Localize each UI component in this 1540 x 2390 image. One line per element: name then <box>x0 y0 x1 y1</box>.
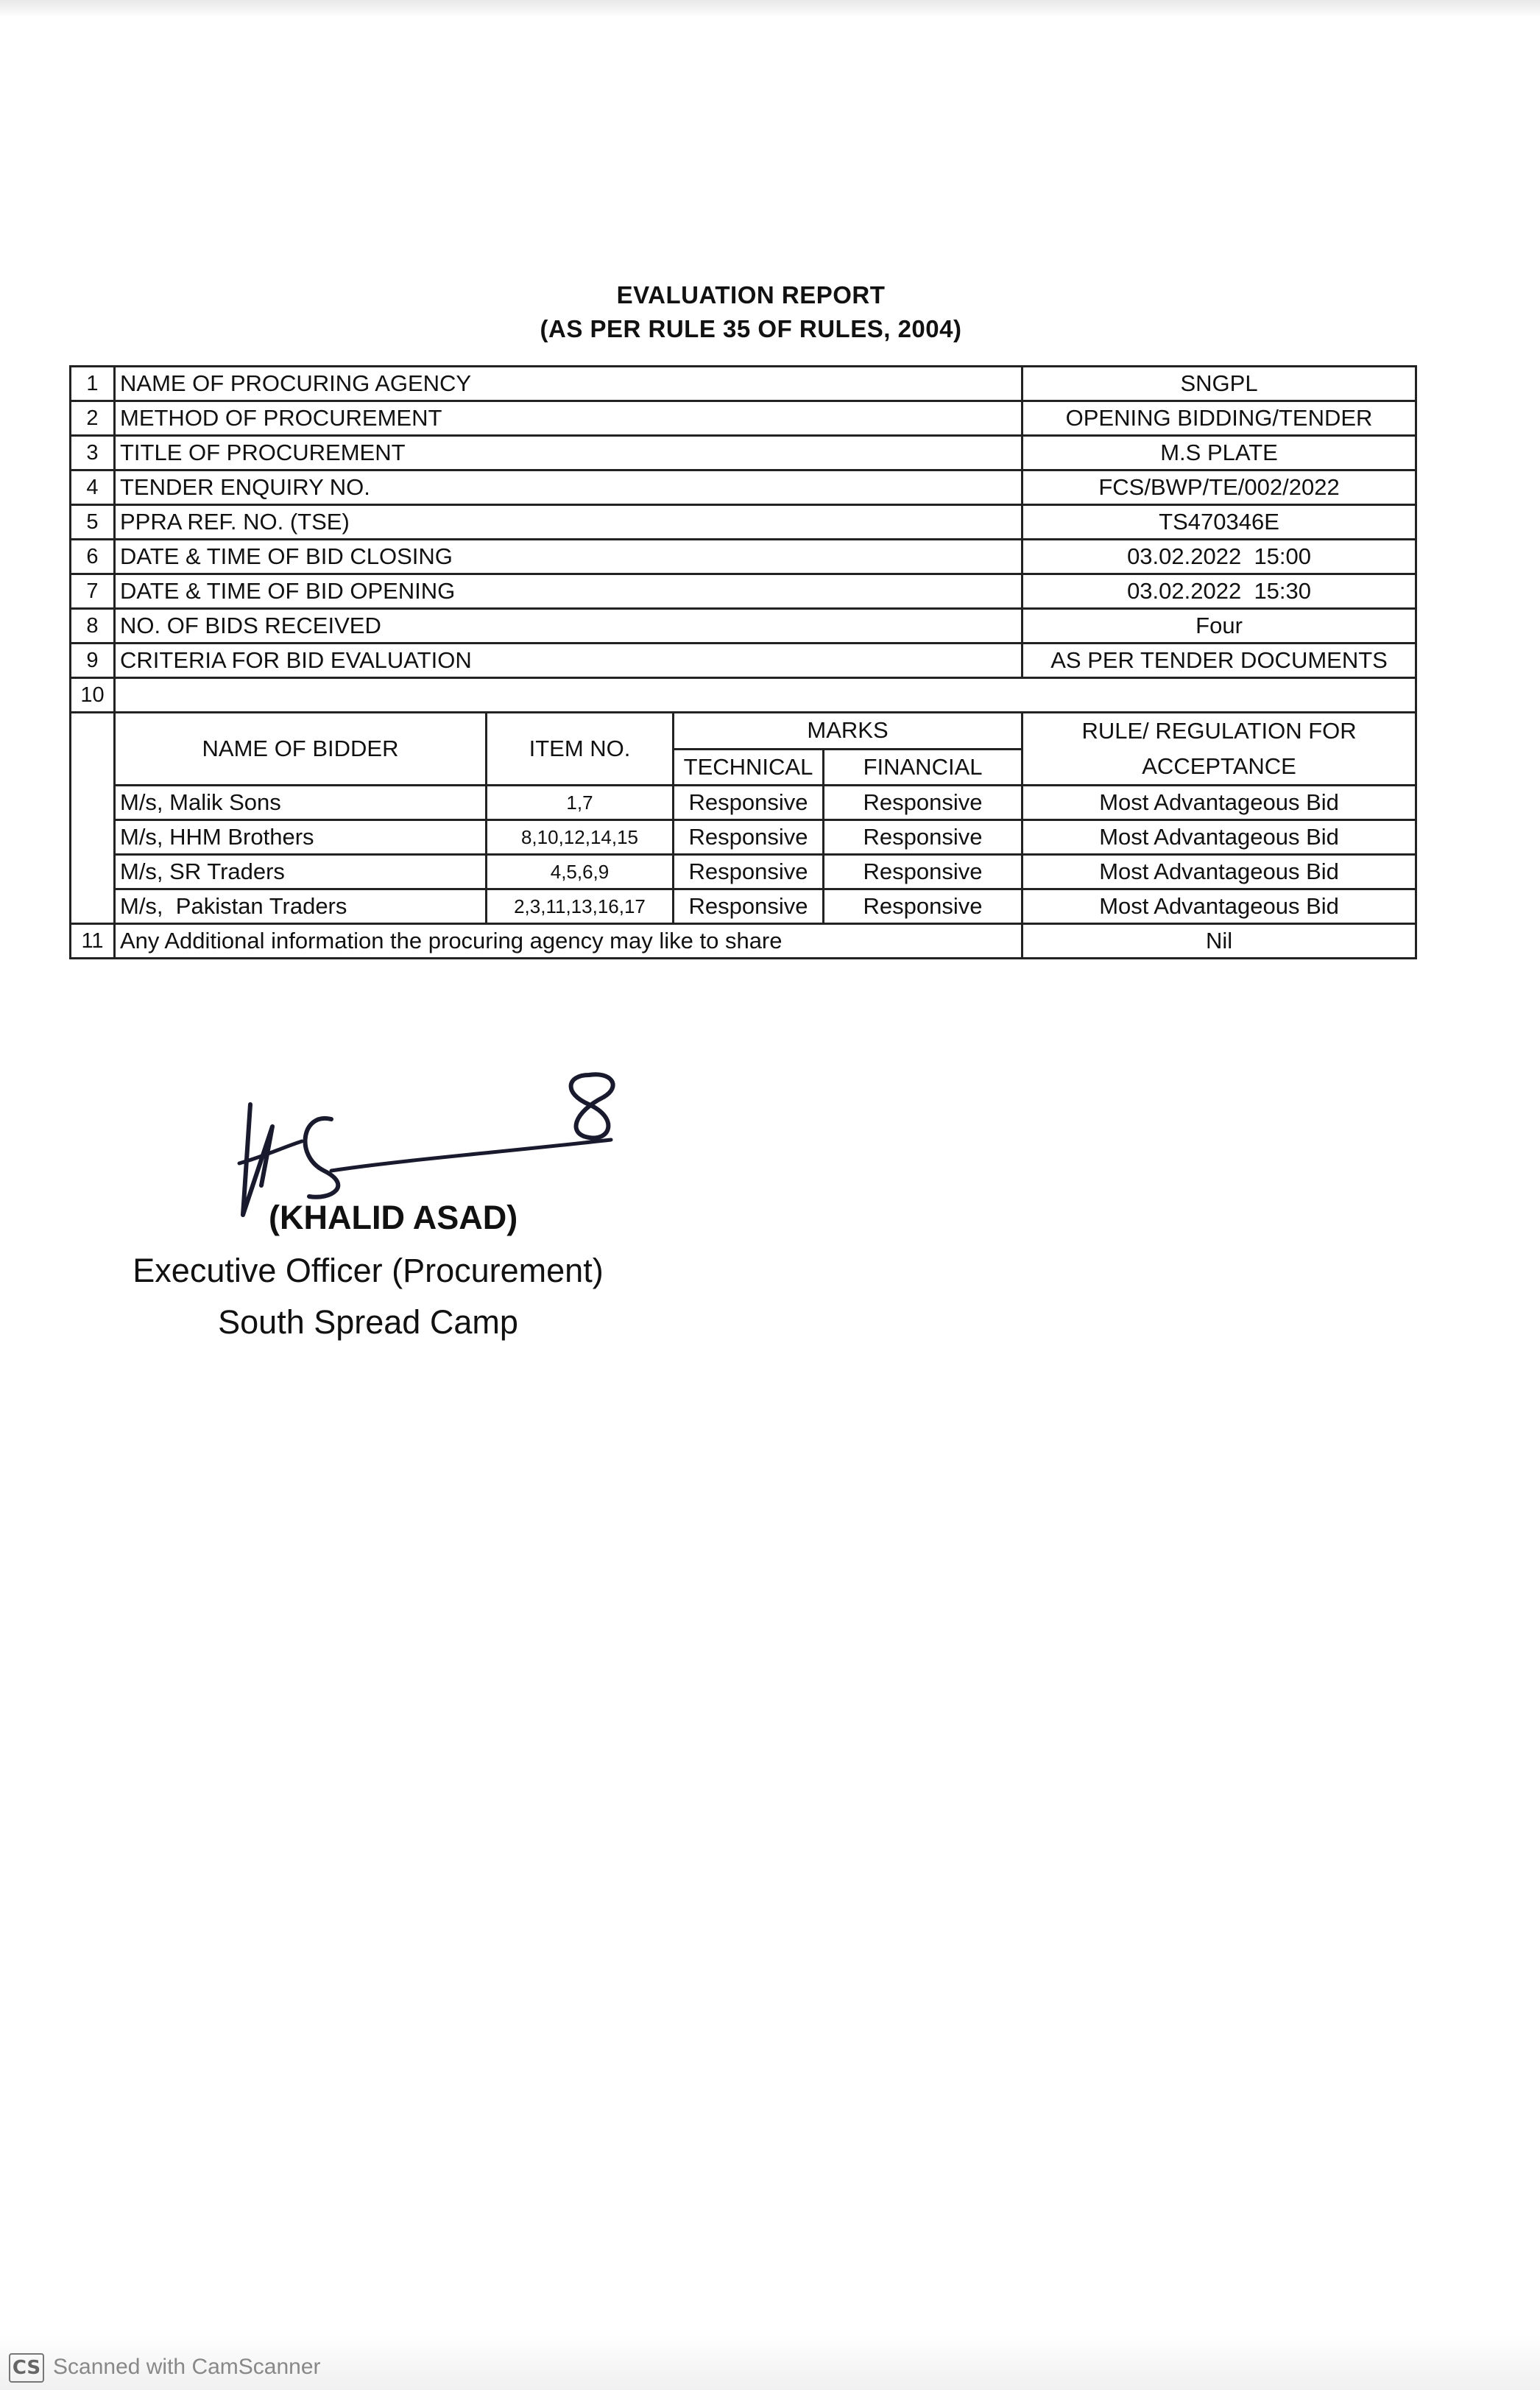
row-number: 8 <box>71 609 115 644</box>
row-number: 4 <box>71 470 115 505</box>
bidder-items: 1,7 <box>487 786 674 820</box>
row-value: 03.02.2022 15:30 <box>1022 574 1416 609</box>
info-row <box>71 367 1416 401</box>
info-row <box>71 401 1416 436</box>
row-number: 2 <box>71 401 115 436</box>
bidder-row <box>71 889 1416 924</box>
report-subtitle: (AS PER RULE 35 OF RULES, 2004) <box>540 315 962 342</box>
bidder-rule: Most Advantageous Bid <box>1022 786 1416 820</box>
bidder-financial: Responsive <box>824 889 1022 924</box>
handwritten-signature <box>221 1060 648 1222</box>
row-value: 03.02.2022 15:00 <box>1022 540 1416 574</box>
bidder-rule: Most Advantageous Bid <box>1022 820 1416 855</box>
info-row <box>71 470 1416 505</box>
row-number: 5 <box>71 505 115 540</box>
bidder-technical: Responsive <box>674 889 824 924</box>
row-label: TENDER ENQUIRY NO. <box>115 470 1022 505</box>
row-label: METHOD OF PROCUREMENT <box>115 401 1022 436</box>
bidder-financial: Responsive <box>824 820 1022 855</box>
info-row-additional <box>71 924 1416 959</box>
row-label: DATE & TIME OF BID CLOSING <box>115 540 1022 574</box>
header-rule: RULE/ REGULATION FOR ACCEPTANCE <box>1022 713 1416 786</box>
row-label: NAME OF PROCURING AGENCY <box>115 367 1022 401</box>
row-value: Four <box>1022 609 1416 644</box>
row-label: CRITERIA FOR BID EVALUATION <box>115 644 1022 678</box>
report-title: EVALUATION REPORT <box>616 281 886 309</box>
bidder-row <box>71 786 1416 820</box>
row-value: OPENING BIDDING/TENDER <box>1022 401 1416 436</box>
row-label: PPRA REF. NO. (TSE) <box>115 505 1022 540</box>
info-row <box>71 505 1416 540</box>
bidder-name: M/s, Malik Sons <box>115 786 487 820</box>
bidder-name: M/s, SR Traders <box>115 855 487 889</box>
signatory-name: (KHALID ASAD) <box>269 1199 518 1236</box>
bidder-items: 4,5,6,9 <box>487 855 674 889</box>
row-label: TITLE OF PROCUREMENT <box>115 436 1022 470</box>
row-value: AS PER TENDER DOCUMENTS <box>1022 644 1416 678</box>
row-number: 9 <box>71 644 115 678</box>
bidder-row <box>71 820 1416 855</box>
header-bidder-name: NAME OF BIDDER <box>115 713 487 786</box>
row-label: NO. OF BIDS RECEIVED <box>115 609 1022 644</box>
info-row <box>71 574 1416 609</box>
scanner-watermark: Scanned with CamScanner <box>53 2355 321 2379</box>
bidder-financial: Responsive <box>824 855 1022 889</box>
bidder-items: 2,3,11,13,16,17 <box>487 889 674 924</box>
info-row <box>71 540 1416 574</box>
row10-number-spacer <box>71 713 115 924</box>
bidder-rule: Most Advantageous Bid <box>1022 889 1416 924</box>
bidder-financial: Responsive <box>824 786 1022 820</box>
info-row <box>71 609 1416 644</box>
row-value: M.S PLATE <box>1022 436 1416 470</box>
bidder-row <box>71 855 1416 889</box>
signatory-designation: Executive Officer (Procurement) <box>133 1252 604 1289</box>
info-row-empty <box>71 678 1416 713</box>
signatory-office: South Spread Camp <box>218 1303 518 1341</box>
bidder-name: M/s, Pakistan Traders <box>115 889 487 924</box>
row-number: 10 <box>71 678 115 713</box>
header-marks: MARKS <box>674 713 1022 750</box>
header-technical: TECHNICAL <box>674 749 824 786</box>
bidder-technical: Responsive <box>674 786 824 820</box>
row-value: SNGPL <box>1022 367 1416 401</box>
bidder-items: 8,10,12,14,15 <box>487 820 674 855</box>
info-row <box>71 436 1416 470</box>
empty-cell <box>115 678 1416 713</box>
row-number: 3 <box>71 436 115 470</box>
bidder-rule: Most Advantageous Bid <box>1022 855 1416 889</box>
bid-header-row <box>71 713 1416 750</box>
evaluation-table <box>69 365 1417 959</box>
row-value: Nil <box>1022 924 1416 959</box>
header-item-no: ITEM NO. <box>487 713 674 786</box>
row-number: 1 <box>71 367 115 401</box>
row-number: 6 <box>71 540 115 574</box>
bidder-technical: Responsive <box>674 855 824 889</box>
row-number: 7 <box>71 574 115 609</box>
row-label: Any Additional information the procuring agency may like to share <box>115 924 1022 959</box>
info-row <box>71 644 1416 678</box>
bidder-technical: Responsive <box>674 820 824 855</box>
header-financial: FINANCIAL <box>824 749 1022 786</box>
scan-top-edge <box>0 0 1540 18</box>
row-value: FCS/BWP/TE/002/2022 <box>1022 470 1416 505</box>
camscanner-logo-icon: CS <box>9 2353 44 2383</box>
row-label: DATE & TIME OF BID OPENING <box>115 574 1022 609</box>
bidder-name: M/s, HHM Brothers <box>115 820 487 855</box>
row-number: 11 <box>71 924 115 959</box>
row-value: TS470346E <box>1022 505 1416 540</box>
